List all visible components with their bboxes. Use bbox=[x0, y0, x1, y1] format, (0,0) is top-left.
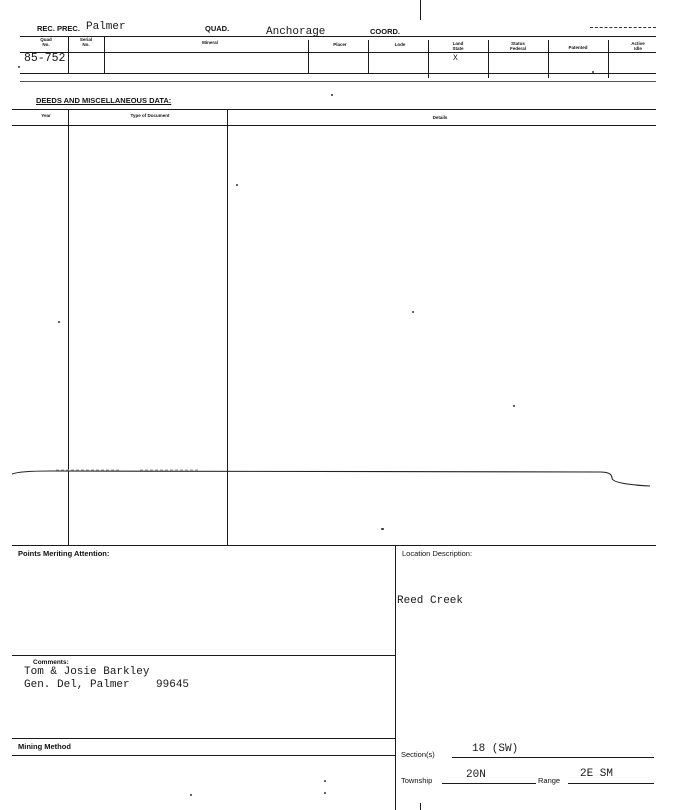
points-label: Points Meriting Attention: bbox=[18, 549, 110, 558]
township-label: Township bbox=[401, 776, 433, 785]
col-patented: Patented bbox=[568, 45, 588, 50]
quad-label: QUAD. bbox=[205, 24, 230, 33]
col-mineral: Mineral bbox=[202, 40, 218, 45]
coord-label: COORD. bbox=[370, 27, 400, 36]
mining-top-rule bbox=[12, 738, 395, 739]
deeds-bottom-rule bbox=[12, 545, 656, 546]
speck bbox=[190, 794, 192, 796]
section-label: Section(s) bbox=[401, 750, 435, 759]
location-description-value: Reed Creek bbox=[397, 595, 464, 607]
col-year: Year bbox=[41, 113, 51, 118]
range-label: Range bbox=[538, 776, 561, 785]
header-dashed-tail bbox=[590, 27, 656, 28]
speck bbox=[381, 528, 384, 530]
header-sep bbox=[428, 40, 429, 78]
col-active-idle: Active Idle bbox=[631, 41, 645, 51]
header-sep bbox=[104, 36, 105, 73]
fold-line bbox=[0, 462, 678, 492]
col-placer: Placer bbox=[333, 42, 347, 47]
quad-no-value: 85-752 bbox=[24, 52, 66, 65]
mining-underline bbox=[12, 755, 395, 756]
land-state-mark: X bbox=[453, 54, 458, 63]
deeds-col-rule bbox=[12, 125, 656, 126]
bottom-center-divider bbox=[395, 545, 396, 810]
speck bbox=[513, 405, 515, 407]
header-bottom-rule bbox=[20, 73, 656, 74]
comments-line-1: Tom & Josie Barkley bbox=[24, 666, 150, 678]
location-description-label: Location Description: bbox=[402, 549, 473, 558]
comments-label: Comments: bbox=[33, 659, 69, 666]
township-underline bbox=[442, 783, 536, 784]
deeds-top-rule bbox=[12, 109, 656, 110]
speck bbox=[236, 184, 238, 186]
header-sep bbox=[368, 40, 369, 73]
speck bbox=[331, 94, 333, 96]
rec-prec-value: Palmer bbox=[86, 21, 126, 33]
quad-value: Anchorage bbox=[266, 26, 326, 38]
deeds-title: DEEDS AND MISCELLANEOUS DATA: bbox=[36, 96, 172, 105]
col-status-federal: Status Federal bbox=[509, 41, 526, 51]
section-value: 18 (SW) bbox=[472, 743, 519, 755]
header-bottom-rule-2 bbox=[20, 81, 656, 82]
header-sep bbox=[548, 40, 549, 78]
col-type-of-document: Type of Document bbox=[130, 113, 170, 118]
col-quad-no: Quad No. bbox=[40, 37, 52, 47]
rec-prec-label: REC. PREC. bbox=[37, 24, 80, 33]
comments-line-2: Gen. Del, Palmer 99645 bbox=[24, 679, 190, 691]
col-lode: Lode bbox=[394, 42, 406, 47]
speck bbox=[592, 71, 594, 73]
range-underline bbox=[568, 783, 654, 784]
header-sep bbox=[68, 36, 69, 73]
speck bbox=[58, 321, 60, 323]
range-value: 2E SM bbox=[580, 768, 614, 780]
col-land-state: Land State bbox=[452, 41, 464, 51]
header-sep bbox=[308, 40, 309, 73]
col-serial-no: Serial No. bbox=[79, 37, 93, 47]
section-underline bbox=[452, 757, 654, 758]
header-top-rule bbox=[20, 36, 656, 37]
mining-method-label: Mining Method bbox=[18, 742, 71, 751]
township-value: 20N bbox=[466, 769, 486, 781]
header-col-rule bbox=[20, 52, 656, 53]
top-center-mark bbox=[420, 0, 421, 20]
speck bbox=[324, 792, 326, 794]
speck bbox=[324, 780, 326, 782]
bottom-mark bbox=[420, 803, 421, 810]
speck bbox=[412, 311, 414, 313]
comments-top-rule bbox=[12, 655, 395, 656]
col-details: Details bbox=[432, 115, 448, 120]
header-sep bbox=[488, 40, 489, 78]
speck bbox=[18, 66, 20, 68]
header-sep bbox=[608, 40, 609, 78]
